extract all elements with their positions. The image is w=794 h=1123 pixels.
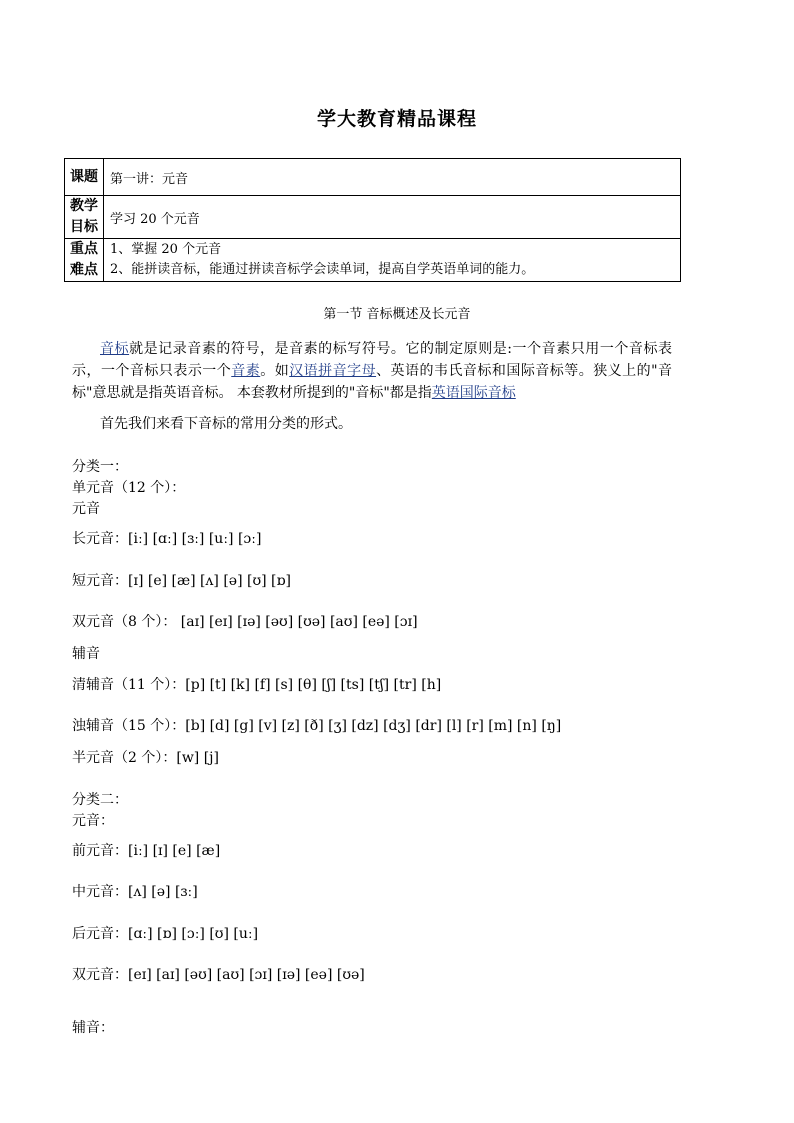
classification-intro: 首先我们来看下音标的常用分类的形式。 (100, 416, 352, 432)
class2-heading: 分类二： (72, 792, 128, 808)
row-header-topic: 课题 (65, 159, 104, 196)
intro-paragraph (72, 338, 672, 404)
key-point-line: 1、掌握 20 个元音 (110, 242, 222, 257)
class2-vowel-label: 元音： (72, 813, 114, 829)
long-vowels-line: 长元音：[iː] [ɑː] [ɜː] [uː] [ɔː] (72, 531, 262, 547)
link-ipa[interactable]: 英语国际音标 (431, 385, 516, 401)
back-vowels-line: 后元音：[ɑː] [ɒ] [ɔː] [ʊ] [uː] (72, 926, 259, 942)
key-point-line: 2、能拼读音标，能通过拼读音标学会读单词，提高自学英语单词的能力。 (110, 262, 535, 277)
header-line: 难点 (70, 262, 98, 278)
class1-heading: 分类一： (72, 459, 128, 475)
voiceless-consonants-line: 清辅音（11 个）：[p] [t] [k] [f] [s] [θ] [ʃ] [ts] [tʃ] [tr] [h] (72, 677, 442, 693)
diphthongs-line: 双元音（8 个）： [aɪ] [eɪ] [ɪə] [əʊ] [ʊə] [aʊ] [eə] [ɔɪ] (72, 614, 418, 630)
monophthong-label: 单元音（12 个）： (72, 480, 186, 496)
header-line: 重点 (70, 241, 98, 257)
row-header-key-points (65, 239, 104, 282)
row-header-goal (65, 196, 104, 239)
front-vowels-line: 前元音：[iː] [ɪ] [e] [æ] (72, 843, 221, 859)
page-title: 学大教育精品课程 (316, 108, 477, 130)
intro-text-1: 就是记录音素的符号，是音素的标写符号。它的制定原则是:一个音素只用一个音标表示，一个音标只表示一个 (72, 341, 672, 379)
section-title: 第一节 音标概述及长元音 (323, 307, 471, 322)
link-phoneme[interactable]: 音素 (231, 363, 261, 379)
class2-diphthongs-line: 双元音：[eɪ] [aɪ] [əʊ] [aʊ] [ɔɪ] [ɪə] [eə] [ʊə] (72, 967, 365, 983)
semivowels-line: 半元音（2 个）：[w] [j] (72, 750, 219, 766)
class2-consonant-label: 辅音： (72, 1020, 114, 1036)
header-line: 目标 (70, 219, 98, 235)
vowel-label: 元音 (72, 501, 100, 517)
short-vowels-line: 短元音：[ɪ] [e] [æ] [ʌ] [ə] [ʊ] [ɒ] (72, 573, 291, 589)
row-value-goal: 学习 20 个元音 (104, 196, 681, 239)
link-pinyin[interactable]: 汉语拼音字母 (289, 363, 377, 379)
lesson-info-table (64, 158, 681, 282)
row-value-topic: 第一讲：元音 (104, 159, 681, 196)
voiced-consonants-line: 浊辅音（15 个）：[b] [d] [g] [v] [z] [ð] [ʒ] [dz] [dʒ] [dr] [l] [r] [m] [n] [ŋ] (72, 718, 562, 734)
table-row (65, 239, 681, 282)
intro-text-3: 、英语的韦氏音标和国际音标等。狭义上的"音标"意思就是指英语音标。 本套教材所提到的"音标"都是指 (72, 363, 673, 401)
row-value-key-points (104, 239, 681, 282)
header-line: 教学 (70, 198, 98, 214)
link-phonetic-symbol[interactable]: 音标 (100, 341, 130, 357)
consonant-label: 辅音 (72, 646, 100, 662)
table-row (65, 196, 681, 239)
central-vowels-line: 中元音：[ʌ] [ə] [ɜː] (72, 884, 198, 900)
intro-text-2: 。如 (260, 363, 290, 379)
table-row (65, 159, 681, 196)
